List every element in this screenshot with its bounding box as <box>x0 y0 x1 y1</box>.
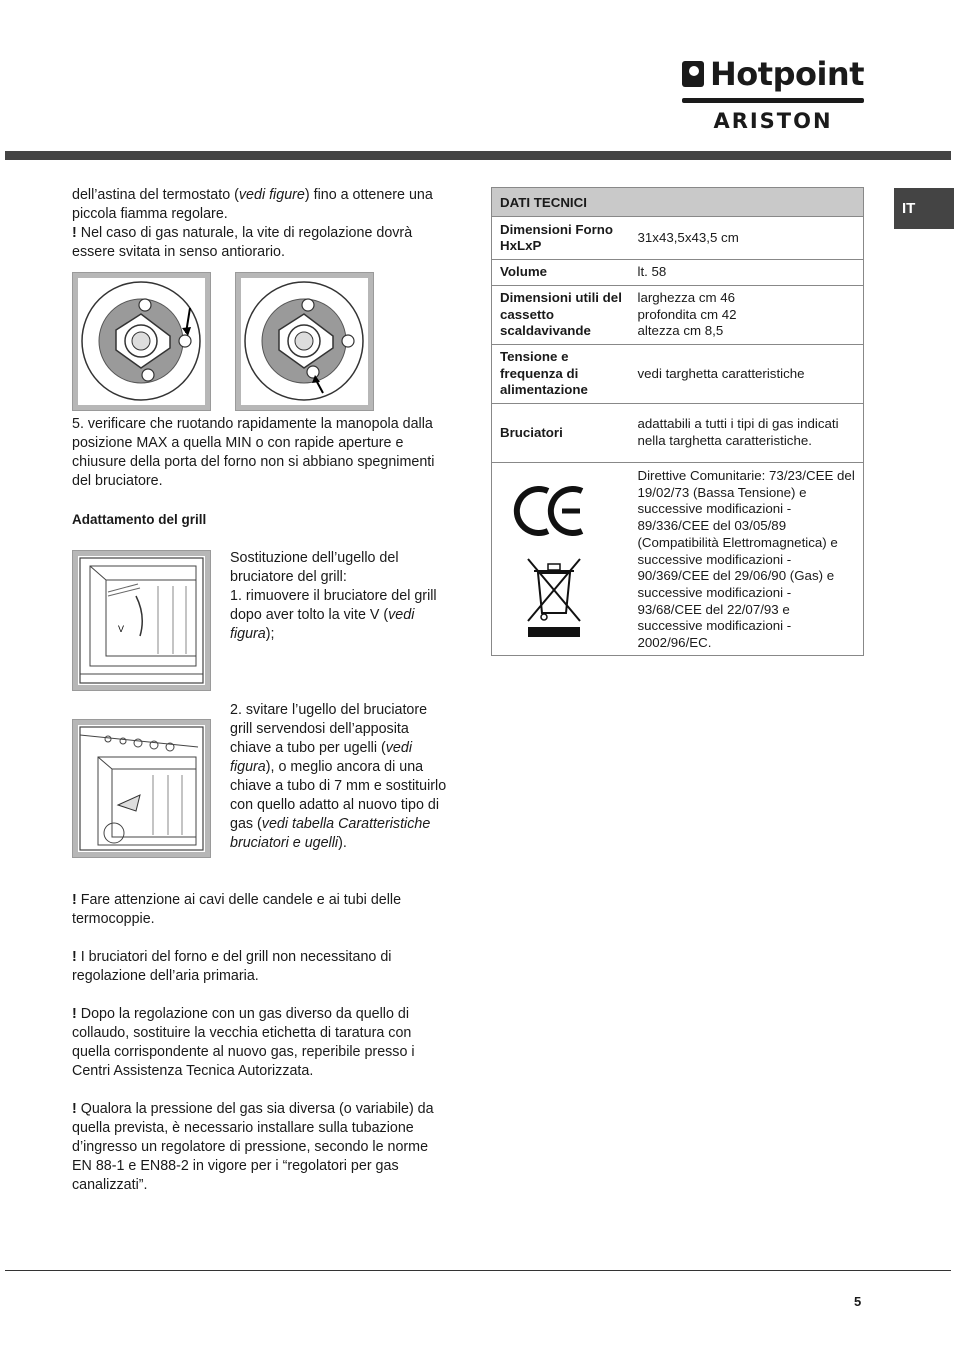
note-4 <box>72 1100 448 1195</box>
note-4-text: Qualora la pressione del gas sia diversa (o variabile) da quella prevista, è necessario installare sulla tubazione d’ingresso un regolatore di pressione, secondo le norme EN 88-1 e EN88-2 in vigore per i “regolatori per gas canalizzati”. <box>72 1101 434 1193</box>
grill-section-title: Adattamento del grill <box>72 512 207 527</box>
spec-value: lt. 58 <box>630 260 864 286</box>
table-header-row <box>492 188 864 217</box>
technical-data-table <box>491 187 864 656</box>
grill-step-1-em: vedi figura <box>230 607 415 642</box>
warning-mark: ! <box>72 1006 77 1022</box>
table-header: DATI TECNICI <box>492 188 864 217</box>
intro-text-b: ) fino a ottenere una piccola fiamma regolare. <box>72 187 433 222</box>
intro-text-a: dell’astina del termostato ( <box>72 187 239 203</box>
grill-step-1-text: Sostituzione dell’ugello del bruciatore del grill: 1. rimuovere il bruciatore del grill dopo aver tolto la vite V ( <box>230 550 437 623</box>
step-5-text: 5. verificare che ruotando rapidamente la manopola dalla posizione MAX a quella MIN o con rapide aperture e chiusure della porta del forno non si abbiano spegnimenti del bruciatore. <box>72 416 435 489</box>
figure-burner-screw-2 <box>235 272 374 411</box>
brand-subname: ARISTON <box>713 109 833 133</box>
intro-paragraph <box>72 186 448 262</box>
spec-value: 31x43,5x43,5 cm <box>630 217 864 260</box>
page-number: 5 <box>854 1294 862 1309</box>
spec-label: Tensione e frequenza di alimentazione <box>492 345 630 404</box>
warning-mark: ! <box>72 949 77 965</box>
intro-text-em: vedi figure <box>238 187 305 203</box>
grill-step-2-text-b: ), o meglio ancora di una chiave a tubo di 7 mm e sostituirlo con quello adatto al nuovo tipo di gas ( <box>230 759 447 832</box>
note-2 <box>72 948 448 986</box>
note-3-text: Dopo la regolazione con un gas diverso da quello di collaudo, sostituire la vecchia etichetta di taratura con quella corrispondente al nuovo gas, reperibile presso i Centri Assistenza Tecnica Autorizzata. <box>72 1006 415 1079</box>
table-row <box>492 404 864 463</box>
grill-step-2 <box>230 701 448 853</box>
warning-mark: ! <box>72 1101 77 1117</box>
spec-value: vedi targhetta caratteristiche <box>630 345 864 404</box>
weee-bin-icon <box>528 559 580 637</box>
ce-mark-icon <box>517 489 582 533</box>
warning-mark: ! <box>72 892 77 908</box>
spec-label: Volume <box>492 260 630 286</box>
grill-step-2-text: 2. svitare l’ugello del bruciatore grill servendosi dell’apposita chiave a tubo per ugelli ( <box>230 702 428 756</box>
figure-grill-burner <box>72 550 211 691</box>
note-2-text: I bruciatori del forno e del grill non necessitano di regolazione dell’aria primaria. <box>72 949 392 984</box>
burner-knob-illustration <box>78 278 205 405</box>
warning-mark: ! <box>72 225 77 241</box>
burner-knob-illustration-2 <box>241 278 368 405</box>
brand-name: Hotpoint <box>710 55 864 93</box>
footer-rule <box>5 1270 951 1271</box>
grill-step-2-em2: vedi tabella Caratteristiche bruciatori e ugelli <box>230 816 431 851</box>
grill-step-1-end: ); <box>265 626 275 642</box>
logo-mark-icon <box>682 61 704 87</box>
grill-step-2-em1: vedi figura <box>230 740 413 775</box>
note-1-text: Fare attenzione ai cavi delle candele e ai tubi delle termocoppie. <box>72 892 402 927</box>
brand-logo <box>682 55 864 135</box>
figure-grill-nozzle <box>72 719 211 858</box>
screw-v-label: V <box>118 624 125 634</box>
note-3 <box>72 1005 448 1081</box>
table-row <box>492 286 864 345</box>
oven-grill-illustration <box>78 556 205 685</box>
header-rule <box>5 151 951 160</box>
spec-value: larghezza cm 46 profondita cm 42 altezza cm 8,5 <box>630 286 864 345</box>
certification-marks <box>492 463 630 656</box>
directives-text: Direttive Comunitarie: 73/23/CEE del 19/02/73 (Bassa Tensione) e successive modificazioni - 89/336/CEE del 03/05/89 (Compatibilità Elettromagnetica) e successive modificazioni - 90/369/CEE del 29/06/90 (Gas) e successive modificazioni - 93/68/CEE del 22/07/93 e successive modificazioni - 2002/96/EC. <box>630 463 864 656</box>
oven-nozzle-illustration <box>78 725 205 852</box>
spec-label: Dimensioni Forno HxLxP <box>492 217 630 260</box>
spec-label: Bruciatori <box>492 404 630 463</box>
grill-step-2-end: ). <box>338 835 347 851</box>
table-row <box>492 260 864 286</box>
spec-label: Dimensioni utili del cassetto scaldavivande <box>492 286 630 345</box>
grill-step-1 <box>230 549 448 644</box>
logo-divider <box>682 98 864 103</box>
language-tab: IT <box>894 188 954 229</box>
figure-burner-screw-1 <box>72 272 211 411</box>
intro-warning: Nel caso di gas naturale, la vite di regolazione dovrà essere svitata in senso antiorario. <box>72 225 413 260</box>
table-row-directives <box>492 463 864 656</box>
spec-value: adattabili a tutti i tipi di gas indicati nella targhetta caratteristiche. <box>630 404 864 463</box>
table-row <box>492 345 864 404</box>
note-1 <box>72 891 448 929</box>
compliance-icons <box>500 479 620 639</box>
table-row <box>492 217 864 260</box>
